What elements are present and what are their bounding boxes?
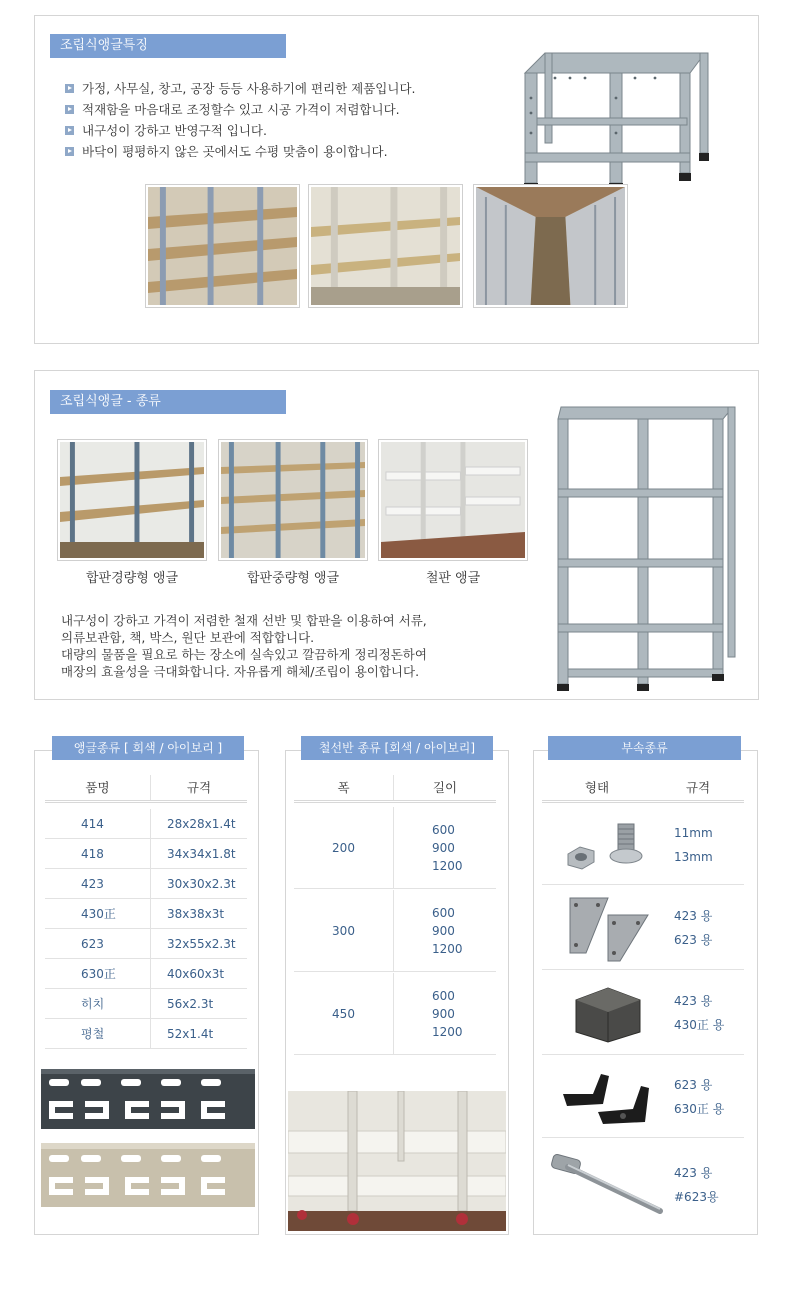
part-row: 623 용 630正 용 [542,1056,744,1138]
angle-name: 430正 [45,899,151,928]
parts-table-header [542,775,744,803]
angle-spec: 32x55x2.3t [167,936,236,951]
type-caption-steel: 철판 앵글 [425,571,481,586]
shelf-photo-2 [308,184,463,308]
steel-lengths: 600 900 1200 [432,905,463,956]
bullet-arrow-icon [65,84,74,93]
corner-plate-icon [558,893,658,963]
wrench-icon [548,1145,668,1225]
angle-frame-illustration [515,38,725,198]
features-panel [34,15,759,344]
part-row: 423 용 430正 용 [542,971,744,1055]
angle-table-header [45,775,247,803]
angle-name: 630正 [45,959,151,988]
part-row: 423 용 623 용 [542,886,744,970]
bolt-nut-icon [558,814,658,876]
steel-width: 450 [294,973,394,1054]
steel-shelf-photo [288,1091,506,1231]
shelf-photo-1 [145,184,300,308]
angle-name: 623 [45,929,151,958]
angle-row [45,929,247,959]
angle-types-panel [34,741,259,1235]
angle-name: 414 [45,809,151,838]
features-title: 조립식앵글특징 [50,34,286,58]
feature-item: 내구성이 강하고 반영구적 입니다. [65,120,416,141]
part-row: 423 용 #623용 [542,1139,744,1231]
steel-row [294,807,496,889]
part-row: 11mm 13mm [542,805,744,885]
tall-shelf-illustration [553,399,743,694]
header-width: 폭 [294,775,394,800]
parts-panel [533,741,758,1235]
angle-name: 418 [45,839,151,868]
corner-cap-icon [558,980,658,1046]
types-title: 조립식앵글 - 종류 [50,390,286,414]
steel-row [294,890,496,972]
types-description: 내구성이 강하고 가격이 저렴한 철재 선반 및 합판을 이용하여 서류, 의류보관함, 책, 박스, 원단 보관에 적합합니다. 대량의 물품을 필요로 하는 장소에 실속있고 깔끔하게 정리정돈하여 매장의 효율성을 극대화합니다. 자유롭게 해체/조립이 용이합니다. [61,613,427,679]
angle-row [45,959,247,989]
angle-spec: 38x38x3t [167,906,225,921]
steel-shelf-title: 철선반 종류 [회색 / 아이보리] [301,736,493,760]
type-photo-light [57,439,207,561]
steel-lengths: 600 900 1200 [432,988,463,1039]
types-panel [34,370,759,700]
angle-spec: 52x1.4t [167,1026,214,1041]
bullet-arrow-icon [65,126,74,135]
angle-row [45,989,247,1019]
bullet-arrow-icon [65,105,74,114]
warehouse-photo [473,184,628,308]
header-spec: 규격 [186,780,212,795]
angle-name: 평철 [45,1019,151,1048]
angle-spec: 56x2.3t [167,996,214,1011]
angle-row [45,1019,247,1049]
steel-lengths: 600 900 1200 [432,822,463,873]
steel-width: 200 [294,807,394,888]
feature-item: 바닥이 평평하지 않은 곳에서도 수평 맞춤이 용이합니다. [65,141,416,162]
type-photo-heavy [218,439,368,561]
angle-spec: 30x30x2.3t [167,876,236,891]
angle-spec: 28x28x1.4t [167,816,236,831]
angle-row [45,869,247,899]
feature-item: 적재함을 마음대로 조정할수 있고 시공 가격이 저렴합니다. [65,99,416,120]
header-name: 품명 [45,775,151,800]
header-length: 길이 [432,780,458,795]
steel-width: 300 [294,890,394,971]
type-caption-heavy: 합판중량형 앵글 [246,571,340,586]
features-list [65,78,416,162]
angle-types-title: 앵글종류 [ 회색 / 아이보리 ] [52,736,244,760]
angle-row [45,839,247,869]
angle-row [45,809,247,839]
angle-name: 423 [45,869,151,898]
header-spec: 규격 [685,780,711,795]
type-photo-steel [378,439,528,561]
feature-item: 가정, 사무실, 창고, 공장 등등 사용하기에 편리한 제품입니다. [65,78,416,99]
ivory-angle-swatch [41,1143,255,1207]
steel-table-header [294,775,496,803]
angle-spec: 40x60x3t [167,966,225,981]
parts-title: 부속종류 [548,736,741,760]
steel-row [294,973,496,1055]
angle-row [45,899,247,929]
steel-shelf-panel [285,741,509,1235]
angle-spec: 34x34x1.8t [167,846,236,861]
bullet-arrow-icon [65,147,74,156]
type-caption-light: 합판경량형 앵글 [85,571,179,586]
angle-name: 히치 [45,989,151,1018]
foot-bracket-icon [553,1064,663,1130]
gray-angle-swatch [41,1069,255,1129]
header-shape: 형태 [584,780,610,795]
